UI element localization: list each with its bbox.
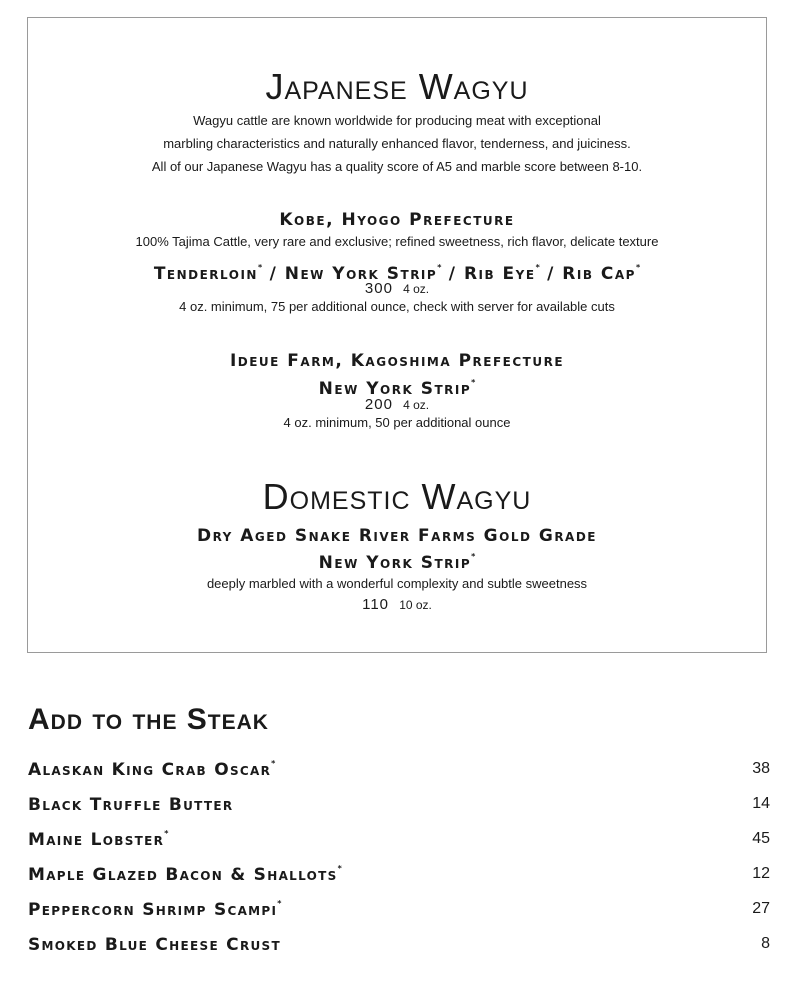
ideue-note: 4 oz. minimum, 50 per additional ounce: [283, 415, 511, 430]
kobe-price-line: [28, 278, 766, 299]
add-on-name: Maine Lobster*: [28, 829, 169, 850]
ideue-heading: Ideue Farm, Kagoshima Prefecture: [229, 351, 565, 371]
add-on-price: 8: [761, 935, 770, 952]
ideue-cut: New York Strip*: [318, 378, 476, 399]
list-item: [28, 930, 770, 965]
list-item: [28, 825, 770, 860]
domestic-price: 110: [362, 596, 390, 613]
add-on-price: 14: [752, 795, 770, 812]
add-on-price: 27: [752, 900, 770, 917]
add-on-price: 12: [752, 865, 770, 882]
list-item: [28, 755, 770, 790]
kobe-note: 4 oz. minimum, 75 per additional ounce, check with server for available cuts: [179, 299, 615, 314]
japanese-wagyu-title: Japanese Wagyu: [265, 66, 529, 107]
add-on-name: Smoked Blue Cheese Crust: [28, 935, 281, 955]
add-on-price: 45: [752, 830, 770, 847]
intro-line-3: All of our Japanese Wagyu has a quality score of A5 and marble score between 8-10.: [151, 159, 643, 174]
list-item: [28, 895, 770, 930]
add-to-steak-list: [28, 755, 770, 965]
ideue-price: 200: [364, 396, 393, 413]
add-on-name: Black Truffle Butter: [28, 795, 234, 815]
kobe-cut: Tenderloin: [153, 264, 258, 284]
add-on-name: Maple Glazed Bacon & Shallots*: [28, 864, 342, 885]
add-on-name: Alaskan King Crab Oscar*: [28, 759, 276, 780]
add-on-price: 38: [752, 760, 770, 777]
list-item: [28, 860, 770, 895]
add-to-steak-title: Add to the Steak: [28, 703, 269, 736]
domestic-description: deeply marbled with a wonderful complexity and subtle sweetness: [206, 576, 588, 591]
list-item: [28, 790, 770, 825]
kobe-cuts: Tenderloin* / New York Strip* / Rib Eye* / Rib Cap*: [153, 263, 641, 284]
kobe-cut: New York Strip: [284, 264, 438, 284]
kobe-cut: Rib Cap: [562, 264, 636, 284]
intro-line-2: marbling characteristics and naturally enhanced flavor, tenderness, and juiciness.: [163, 136, 631, 151]
domestic-cut: New York Strip*: [318, 552, 476, 573]
wagyu-menu-box: [27, 17, 767, 653]
kobe-portion: 4 oz.: [403, 282, 430, 296]
intro-line-1: Wagyu cattle are known worldwide for producing meat with exceptional: [193, 113, 601, 128]
domestic-wagyu-title: Domestic Wagyu: [262, 476, 532, 517]
ideue-portion: 4 oz.: [403, 398, 430, 412]
kobe-heading: Kobe, Hyogo Prefecture: [279, 210, 515, 230]
ideue-price-line: [28, 394, 766, 415]
add-on-name: Peppercorn Shrimp Scampi*: [28, 899, 282, 920]
kobe-cut: Rib Eye: [463, 264, 536, 284]
domestic-price-line: [28, 594, 766, 615]
kobe-price: 300: [364, 280, 393, 297]
domestic-portion: 10 oz.: [399, 598, 432, 612]
domestic-heading: Dry Aged Snake River Farms Gold Grade: [196, 526, 598, 546]
kobe-description: 100% Tajima Cattle, very rare and exclusive; refined sweetness, rich flavor, delicate texture: [135, 234, 659, 249]
